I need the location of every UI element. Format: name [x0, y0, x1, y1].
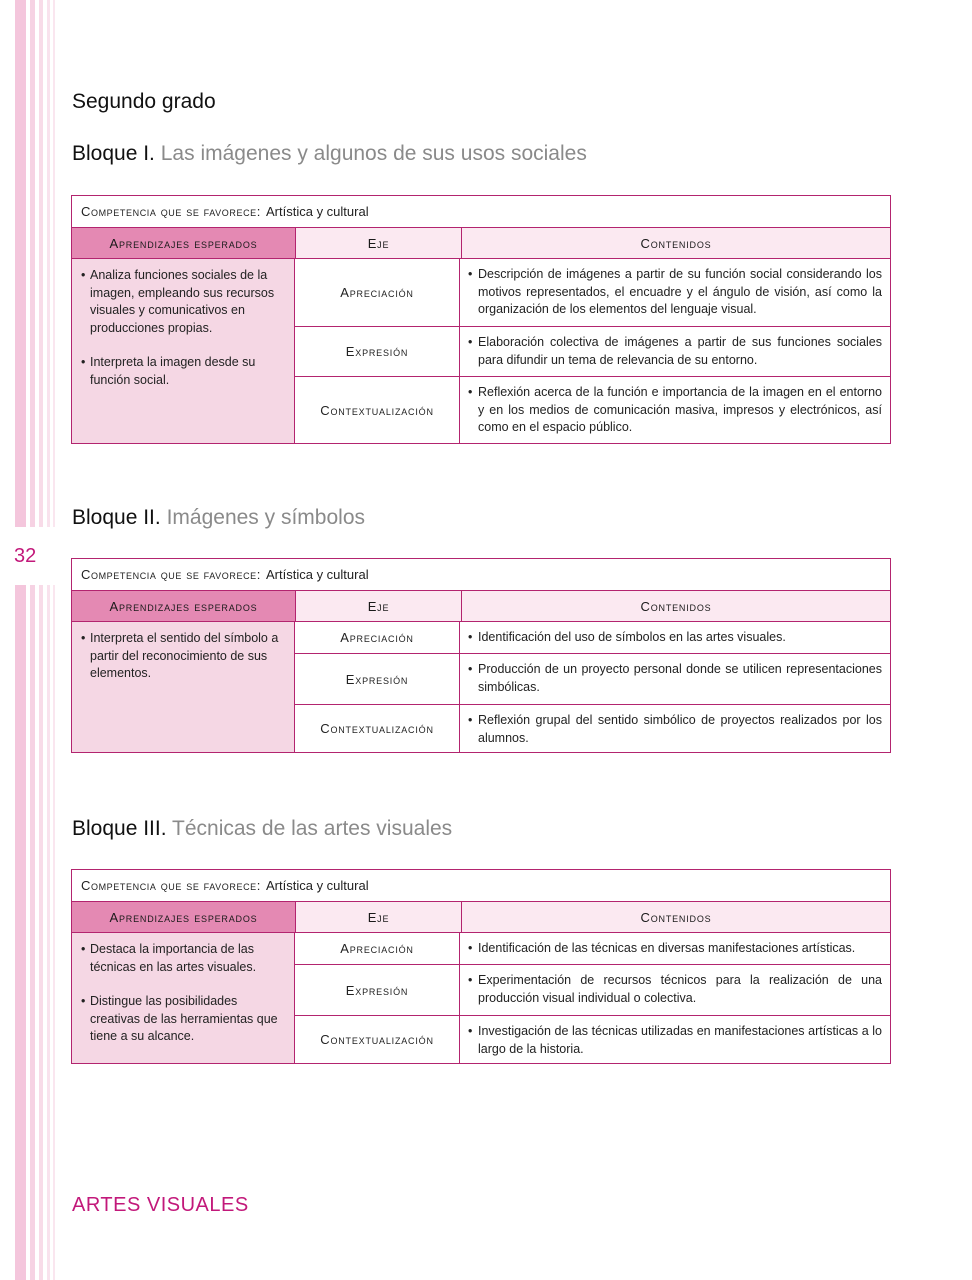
aprendizajes-cell	[72, 259, 295, 443]
axis-name: Apreciación	[295, 933, 460, 964]
competencia-row	[72, 559, 890, 591]
axis-row-contextualizacion	[295, 1016, 890, 1063]
axes-column	[295, 622, 890, 752]
axis-name: Expresión	[295, 654, 460, 704]
axis-content: • Producción de un proyecto personal donde se utilicen representaciones simbólicas.	[468, 662, 882, 694]
body-row	[72, 933, 890, 1063]
axes-column	[295, 259, 890, 443]
axis-name: Expresión	[295, 965, 460, 1015]
decorative-stripes	[0, 0, 60, 1280]
grade-title: Segundo grado	[72, 90, 216, 113]
block-3-table	[71, 869, 891, 1064]
competencia-label: Competencia que se favorece:	[81, 204, 261, 219]
competencia-value: Artística y cultural	[266, 878, 369, 893]
axis-row-expresion	[295, 965, 890, 1016]
competencia-value: Artística y cultural	[266, 567, 369, 582]
block-subtitle: Imágenes y símbolos	[166, 506, 366, 529]
learning-item: • Interpreta el sentido del símbolo a partir del reconocimiento de sus elementos.	[81, 631, 279, 680]
header-eje: Eje	[296, 591, 462, 621]
header-contenidos: Contenidos	[462, 591, 890, 621]
block-label: Bloque I.	[72, 142, 155, 165]
header-contenidos: Contenidos	[462, 902, 890, 932]
axis-row-apreciacion	[295, 933, 890, 965]
body-row	[72, 622, 890, 752]
learning-item: • Destaca la importancia de las técnicas en las artes visuales.	[81, 942, 257, 974]
competencia-row	[72, 870, 890, 902]
header-contenidos: Contenidos	[462, 228, 890, 258]
axis-name: Apreciación	[295, 622, 460, 653]
axis-name: Contextualización	[295, 377, 460, 443]
header-eje: Eje	[296, 228, 462, 258]
axis-row-expresion	[295, 654, 890, 705]
block-1-title	[72, 142, 587, 166]
block-label: Bloque II.	[72, 506, 161, 529]
axis-name: Apreciación	[295, 259, 460, 326]
footer-title: ARTES VISUALES	[72, 1194, 249, 1216]
learning-item: • Analiza funciones sociales de la imagen, empleando sus recursos visuales y comunicativos en producciones propias.	[81, 268, 275, 335]
axis-content: • Identificación de las técnicas en diversas manifestaciones artísticas.	[468, 941, 856, 955]
axis-name: Contextualización	[295, 1016, 460, 1063]
axis-content: • Investigación de las técnicas utilizadas en manifestaciones artísticas a lo largo de la historia.	[468, 1024, 882, 1056]
axis-content: • Experimentación de recursos técnicos para la realización de una producción visual individual o colectiva.	[468, 973, 882, 1005]
header-row	[72, 591, 890, 622]
axis-content: • Reflexión grupal del sentido simbólico de proyectos realizados por los alumnos.	[468, 713, 882, 745]
axis-content: • Identificación del uso de símbolos en las artes visuales.	[468, 630, 786, 644]
axis-name: Contextualización	[295, 705, 460, 752]
competencia-label: Competencia que se favorece:	[81, 567, 261, 582]
block-subtitle: Técnicas de las artes visuales	[172, 817, 453, 840]
page-number: 32	[14, 545, 37, 567]
body-row	[72, 259, 890, 443]
block-2-table	[71, 558, 891, 753]
competencia-value: Artística y cultural	[266, 204, 369, 219]
aprendizajes-cell	[72, 622, 295, 752]
axis-content: • Elaboración colectiva de imágenes a partir de sus funciones sociales para difundir un tema de relevancia de su entorno.	[468, 335, 882, 367]
competencia-row	[72, 196, 890, 228]
axis-row-contextualizacion	[295, 377, 890, 443]
competencia-label: Competencia que se favorece:	[81, 878, 261, 893]
header-row	[72, 902, 890, 933]
axes-column	[295, 933, 890, 1063]
block-3-title	[72, 817, 452, 841]
header-eje: Eje	[296, 902, 462, 932]
axis-row-apreciacion	[295, 622, 890, 654]
axis-row-expresion	[295, 327, 890, 377]
axis-name: Expresión	[295, 327, 460, 376]
header-row	[72, 228, 890, 259]
learning-item: • Distingue las posibilidades creativas de las herramientas que tiene a su alcance.	[81, 994, 278, 1043]
block-2-title	[72, 506, 365, 530]
block-subtitle: Las imágenes y algunos de sus usos sociales	[160, 142, 587, 165]
axis-row-apreciacion	[295, 259, 890, 327]
axis-content: • Reflexión acerca de la función e importancia de la imagen en el entorno y en los medios de comunicación masiva, impresos y electrónicos, así como en el espacio público.	[468, 385, 882, 434]
learning-item: • Interpreta la imagen desde su función social.	[81, 355, 256, 387]
aprendizajes-cell	[72, 933, 295, 1063]
header-aprendizajes: Aprendizajes esperados	[72, 228, 296, 258]
block-label: Bloque III.	[72, 817, 167, 840]
header-aprendizajes: Aprendizajes esperados	[72, 591, 296, 621]
block-1-table	[71, 195, 891, 444]
axis-content: • Descripción de imágenes a partir de su función social considerando los motivos representados, el encuadre y el ángulo de visión, así como la organización de los elementos del lenguaje visual.	[468, 267, 882, 316]
axis-row-contextualizacion	[295, 705, 890, 752]
header-aprendizajes: Aprendizajes esperados	[72, 902, 296, 932]
